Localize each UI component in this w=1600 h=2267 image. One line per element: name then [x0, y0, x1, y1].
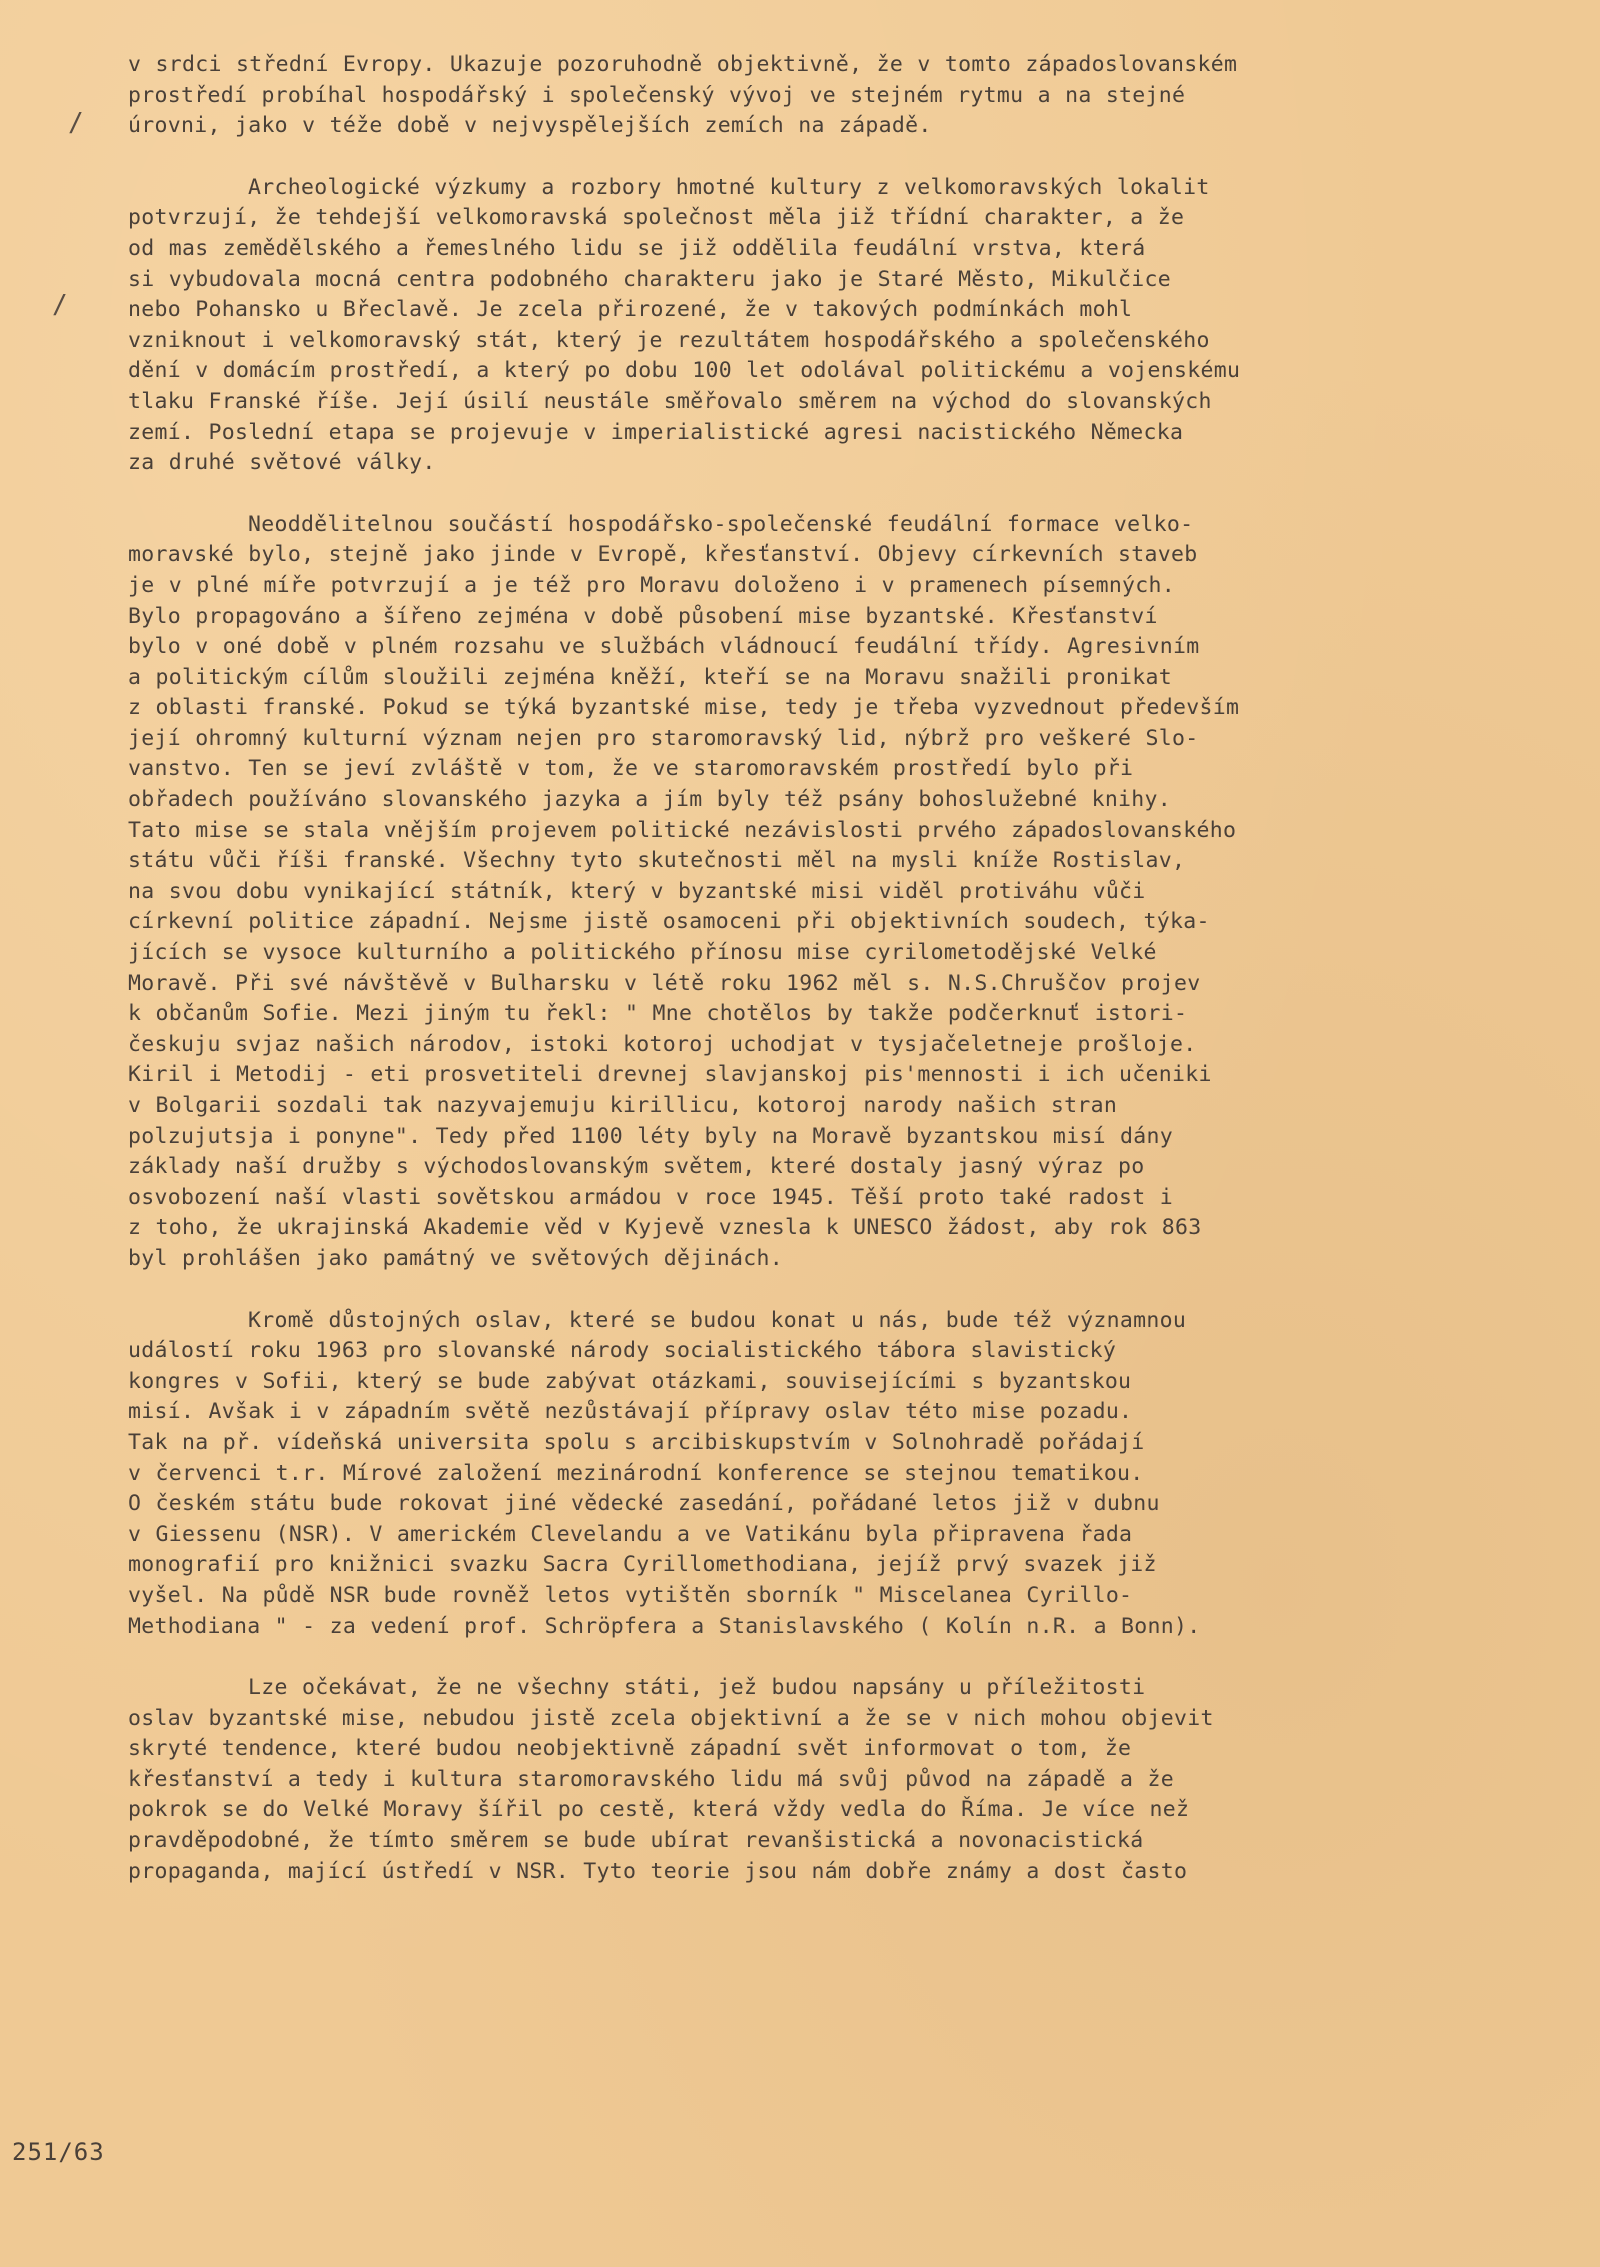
paragraph-gap	[128, 142, 1578, 173]
text-line: pokrok se do Velké Moravy šířil po cestě, která vždy vedla do Říma. Je více než	[128, 1797, 1190, 1823]
text-line: dění v domácím prostředí, a který po dobu 100 let odolával politickému a vojenskému	[128, 358, 1241, 384]
text-line: tlaku Franské říše. Její úsilí neustále směřovalo směrem na východ do slovanských	[128, 388, 1212, 414]
paragraph-gap	[128, 1275, 1578, 1306]
text-line: O českém státu bude rokovat jiné vědecké zasedání, pořádané letos již v dubnu	[128, 1491, 1160, 1517]
text-line: byl prohlášen jako památný ve světových dějinách.	[128, 1245, 783, 1271]
paragraph	[128, 510, 1578, 1275]
text-line: státu vůči říši franské. Všechny tyto skutečnosti měl na mysli kníže Rostislav,	[128, 848, 1186, 874]
paragraph	[128, 1673, 1578, 1887]
text-line: a politickým cílům sloužili zejména kněží, kteří se na Moravu snažili pronikat	[128, 664, 1173, 690]
paragraph-gap	[128, 1642, 1578, 1673]
text-line: oslav byzantské mise, nebudou jistě zcela objektivní a že se v nich mohou objevit	[128, 1705, 1214, 1731]
text-line: bylo v oné době v plném rozsahu ve službách vládnoucí feudální třídy. Agresivním	[128, 634, 1200, 660]
text-line: Neoddělitelnou součástí hospodářsko-společenské feudální formace velko-	[248, 511, 1194, 537]
paragraph	[128, 173, 1578, 479]
text-line: Tak na př. vídeňská universita spolu s arcibiskupstvím v Solnohradě pořádají	[128, 1429, 1145, 1455]
text-line: propaganda, mající ústředí v NSR. Tyto teorie jsou nám dobře známy a dost často	[128, 1858, 1188, 1884]
text-line: křesťanství a tedy i kultura staromoravského lidu má svůj původ na západě a že	[128, 1766, 1175, 1792]
text-line: církevní politice západní. Nejsme jistě osamoceni při objektivních soudech, týka-	[128, 909, 1210, 935]
text-line: v Bolgarii sozdali tak nazyvajemuju kirillicu, kotoroj narody našich stran	[128, 1093, 1118, 1118]
text-line: polzujutsja i ponyne". Tedy před 1100 léty byly na Moravě byzantskou misí dány	[128, 1123, 1174, 1149]
text-line: kongres v Sofii, který se bude zabývat otázkami, souvisejícími s byzantskou	[128, 1368, 1132, 1394]
text-line: Moravě. Při své návštěvě v Bulharsku v létě roku 1962 měl s. N.S.Chruščov projev	[128, 970, 1201, 996]
text-line: vanstvo. Ten se jeví zvláště v tom, že ve staromoravském prostředí bylo při	[128, 756, 1134, 782]
text-line: úrovni, jako v téže době v nejvyspělejších zemích na západě.	[128, 113, 932, 139]
text-line: pravděpodobné, že tímto směrem se bude ubírat revanšistická a novonacistická	[128, 1828, 1144, 1854]
margin-mark: /	[52, 290, 68, 320]
text-line: Kromě důstojných oslav, které se budou konat u nás, bude též významnou	[248, 1307, 1187, 1333]
page-code: 251/63	[12, 2138, 105, 2166]
text-line: za druhé světové války.	[128, 450, 436, 476]
text-line: základy naší družby s východoslovanským světem, které dostaly jasný výraz po	[128, 1154, 1145, 1180]
text-line: na svou dobu vynikající státník, který v byzantské misi viděl protiváhu vůči	[128, 878, 1146, 904]
text-line: obřadech používáno slovanského jazyka a jím byly též psány bohoslužebné knihy.	[128, 787, 1172, 813]
text-line: moravské bylo, stejně jako jinde v Evropě, křesťanství. Objevy církevních staveb	[128, 542, 1198, 568]
text-line: jících se vysoce kulturního a politického přínosu mise cyrilometodějské Velké	[128, 940, 1157, 966]
text-line: v Giessenu (NSR). V americkém Clevelandu a ve Vatikánu byla připravena řada	[128, 1521, 1133, 1547]
text-line: je v plné míře potvrzují a je též pro Moravu doloženo i v pramenech písemných.	[128, 572, 1176, 598]
text-line: prostředí probíhal hospodářský i společenský vývoj ve stejném rytmu a na stejné	[128, 82, 1186, 108]
text-line: zemí. Poslední etapa se projevuje v imperialistické agresi nacistického Německa	[128, 419, 1184, 445]
paragraph	[128, 1306, 1578, 1643]
text-line: v srdci střední Evropy. Ukazuje pozoruhodně objektivně, že v tomto západoslovanském	[128, 52, 1238, 77]
text-line: k občanům Sofie. Mezi jiným tu řekl: " Mne chotělos by takže podčerknuť istori-	[128, 1001, 1188, 1027]
text-line: Tato mise se stala vnějším projevem politické nezávislosti prvého západoslovanského	[128, 817, 1237, 843]
text-line: v červenci t.r. Mírové založení mezinárodní konference se stejnou tematikou.	[128, 1460, 1144, 1486]
text-line: Archeologické výzkumy a rozbory hmotné kultury z velkomoravských lokalit	[248, 174, 1210, 200]
text-line: skryté tendence, které budou neobjektivně západní svět informovat o tom, že	[128, 1736, 1132, 1762]
text-line: českuju svjaz našich národov, istoki kotoroj uchodjat v tysjačeletneje prošloje.	[128, 1031, 1197, 1057]
text-line: z oblasti franské. Pokud se týká byzantské mise, tedy je třeba vyzvednout především	[128, 695, 1240, 721]
text-line: událostí roku 1963 pro slovanské národy socialistického tábora slavistický	[128, 1338, 1117, 1364]
text-line: od mas zemědělského a řemeslného lidu se již oddělila feudální vrstva, která	[128, 235, 1146, 261]
text-line: vyšel. Na půdě NSR bude rovněž letos vytištěn sborník " Miscelanea Cyrillo-	[128, 1582, 1133, 1608]
text-line: Kiril i Metodij - eti prosvetiteli drevnej slavjanskoj pis'mennosti i ich učeniki	[128, 1062, 1212, 1088]
paragraph-gap	[128, 479, 1578, 510]
text-line: z toho, že ukrajinská Akademie věd v Kyjevě vznesla k UNESCO žádost, aby rok 863	[128, 1215, 1202, 1241]
text-line: Methodiana " - za vedení prof. Schröpfera a Stanislavského ( Kolín n.R. a Bonn).	[128, 1613, 1201, 1639]
text-line: nebo Pohansko u Břeclavě. Je zcela přirozené, že v takových podmínkách mohl	[128, 297, 1133, 323]
text-line: si vybudovala mocná centra podobného charakteru jako je Staré Město, Mikulčice	[128, 266, 1172, 292]
document-body	[128, 50, 1578, 1887]
paragraph	[128, 50, 1578, 142]
text-line: potvrzují, že tehdejší velkomoravská společnost měla již třídní charakter, a že	[128, 205, 1185, 231]
margin-mark: /	[68, 108, 84, 138]
text-line: misí. Avšak i v západním světě nezůstávají přípravy oslav této mise pozadu.	[128, 1399, 1133, 1425]
text-line: osvobození naší vlasti sovětskou armádou v roce 1945. Těší proto také radost i	[128, 1184, 1174, 1210]
text-line: monografií pro knižnici svazku Sacra Cyrillomethodiana, jejíž prvý svazek již	[128, 1552, 1157, 1578]
text-line: její ohromný kulturní význam nejen pro staromoravský lid, nýbrž pro veškeré Slo-	[128, 725, 1199, 751]
text-line: vzniknout i velkomoravský stát, který je rezultátem hospodářského a společenského	[128, 327, 1210, 353]
text-line: Bylo propagováno a šířeno zejména v době působení mise byzantské. Křesťanství	[128, 603, 1158, 629]
text-line: Lze očekávat, že ne všechny státi, jež budou napsány u příležitosti	[248, 1675, 1146, 1701]
